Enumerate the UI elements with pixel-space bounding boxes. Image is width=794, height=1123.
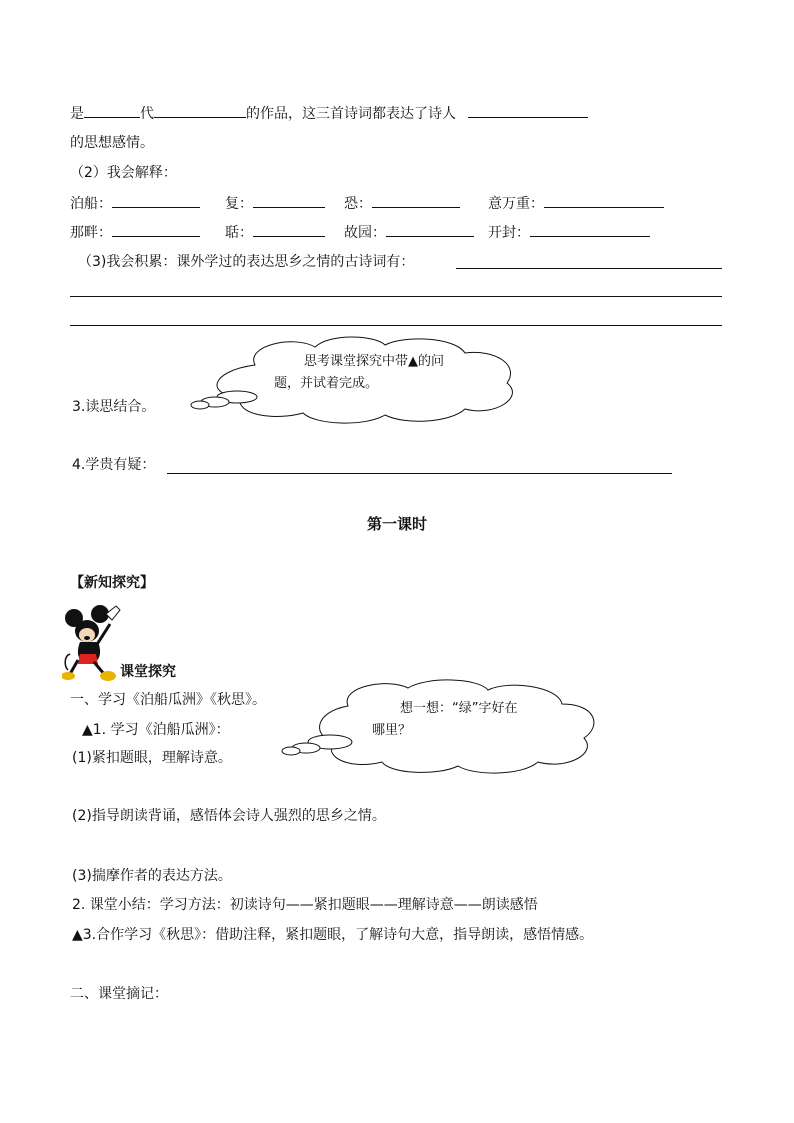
explain-blank[interactable] bbox=[112, 193, 200, 208]
explain-row1-item4 bbox=[488, 193, 664, 214]
fill-text-shi: 是 bbox=[70, 106, 84, 122]
item-a3: ▲3.合作学习《秋思》：借助注释，紧扣题眼，了解诗句大意，指导朗读，感悟情感。 bbox=[72, 927, 594, 943]
explain-heading: （2）我会解释： bbox=[70, 165, 177, 181]
accumulate-line-2[interactable] bbox=[70, 296, 722, 297]
explain-label: 恐： bbox=[344, 196, 372, 212]
explain-label: 泊船： bbox=[70, 196, 112, 212]
cloud1-line2: 题，并试着完成。 bbox=[274, 376, 379, 391]
step4-answer-line[interactable] bbox=[167, 473, 672, 474]
explain-label: 聒： bbox=[225, 225, 253, 241]
fill-text-dai: 代 bbox=[140, 106, 154, 122]
explain-blank[interactable] bbox=[253, 193, 325, 208]
explain-row2-item3 bbox=[344, 222, 474, 243]
step4-text: 4.学贵有疑： bbox=[72, 457, 156, 473]
thought-cloud-2 bbox=[278, 678, 603, 778]
explain-row2-item2 bbox=[225, 222, 325, 243]
accumulate-line-3[interactable] bbox=[70, 325, 722, 326]
item-a1: ▲1. 学习《泊船瓜洲》： bbox=[82, 722, 230, 738]
explain-blank[interactable] bbox=[386, 222, 474, 237]
cloud2-line2: 哪里？ bbox=[372, 723, 412, 738]
explain-label: 那畔： bbox=[70, 225, 112, 241]
explain-blank[interactable] bbox=[544, 193, 664, 208]
part1-title: 一、学习《泊船瓜洲》《秋思》。 bbox=[70, 692, 266, 708]
explain-row1-item2 bbox=[225, 193, 325, 214]
blank-dynasty[interactable] bbox=[84, 103, 140, 118]
fill-sentence-line1 bbox=[70, 103, 588, 124]
explain-label: 意万重： bbox=[488, 196, 544, 212]
explain-row1-item1 bbox=[70, 193, 200, 214]
mickey-mascot-icon bbox=[62, 604, 124, 684]
fill-text-works: 的作品，这三首诗词都表达了诗人 bbox=[246, 106, 456, 122]
explain-label: 开封： bbox=[488, 225, 530, 241]
lesson-title: 第一课时 bbox=[366, 515, 427, 533]
cloud2-line1: 想一想：“绿”字好在 bbox=[400, 701, 518, 716]
blank-author[interactable] bbox=[154, 103, 246, 118]
explain-blank[interactable] bbox=[372, 193, 460, 208]
explain-blank[interactable] bbox=[112, 222, 200, 237]
explain-blank[interactable] bbox=[530, 222, 650, 237]
sub-item-3: (3)揣摩作者的表达方法。 bbox=[72, 868, 232, 884]
classroom-explore-heading: 课堂探究 bbox=[120, 664, 176, 680]
explain-row2-item1 bbox=[70, 222, 200, 243]
class-summary: 2. 课堂小结：学习方法：初读诗句——紧扣题眼——理解诗意——朗读感悟 bbox=[72, 897, 538, 913]
fill-sentence-line2: 的思想感情。 bbox=[70, 135, 154, 151]
explain-label: 故园： bbox=[344, 225, 386, 241]
explain-blank[interactable] bbox=[253, 222, 325, 237]
section-new-knowledge: 【新知探究】 bbox=[70, 575, 154, 591]
sub-item-1: (1)紧扣题眼，理解诗意。 bbox=[72, 750, 232, 766]
accumulate-label: （3)我会积累：课外学过的表达思乡之情的古诗词有： bbox=[78, 254, 415, 270]
part2-title: 二、课堂摘记： bbox=[70, 986, 168, 1002]
cloud1-line1: 思考课堂探究中带▲的问 bbox=[304, 354, 444, 369]
accumulate-line-1[interactable] bbox=[456, 268, 722, 269]
explain-row1-item3 bbox=[344, 193, 460, 214]
explain-label: 复： bbox=[225, 196, 253, 212]
sub-item-2: (2)指导朗读背诵，感悟体会诗人强烈的思乡之情。 bbox=[72, 808, 386, 824]
step3-text: 3.读思结合。 bbox=[72, 399, 156, 415]
explain-row2-item4 bbox=[488, 222, 650, 243]
blank-emotion[interactable] bbox=[468, 103, 588, 118]
